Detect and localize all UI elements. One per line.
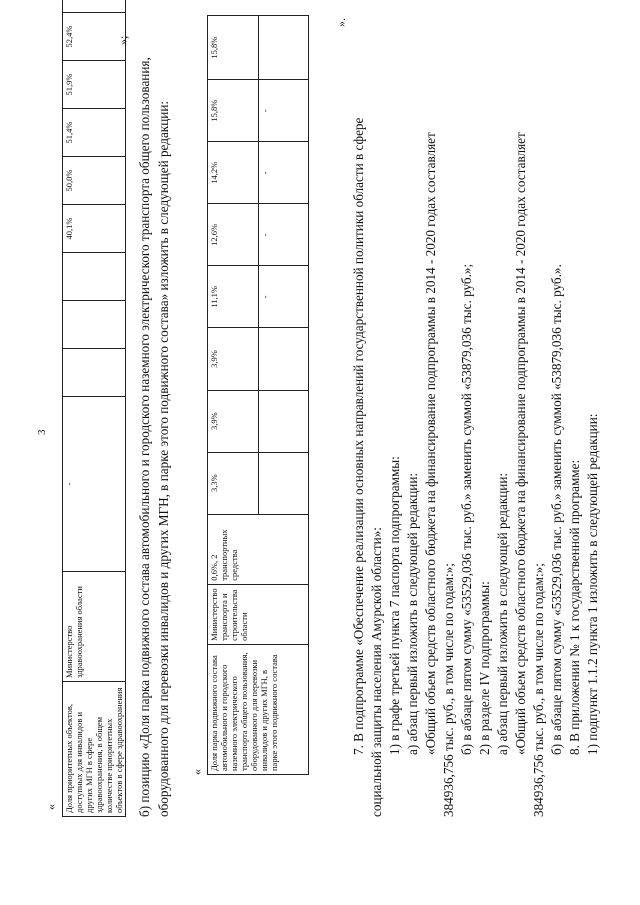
text-line: 384936,756 тыс. руб., в том числе по годам:»; — [441, 563, 456, 817]
table-cell: 14,2% — [208, 142, 259, 204]
text-line: 2) в разделе IV подпрограммы: — [477, 581, 492, 755]
paragraph-b: б) позицию «Доля парка подвижного состава автомобильного и городского наземного электрического транспорта общего пользования, оборудованного для перевозки инвалидов и других МГН, в парке этого подвижного состава» изложить в следующей редакции: — [137, 57, 171, 817]
table-cell — [63, 301, 126, 349]
text-line: «Общий объем средств областного бюджета на финансирование подпрограммы в 2014 - 2020 годах составляет — [423, 132, 438, 755]
table-cell: 50,0% — [63, 157, 126, 205]
page-number: 3 — [36, 429, 48, 435]
table-cell: - — [258, 204, 309, 266]
text-line: 1) в графе третьей пункта 7 паспорта подпрограммы: — [387, 456, 402, 755]
text-line: б) в абзаце пятом сумму «53529,036 тыс. руб.» заменить суммой «53879,036 тыс. руб.»; — [459, 263, 474, 755]
table-cell: 40,1% — [63, 205, 126, 253]
open-quote: « — [44, 804, 58, 810]
table-cell: - — [258, 266, 309, 328]
responsible-executor: Министерство здравоохранения области — [63, 572, 126, 682]
table-cell: - — [258, 142, 309, 204]
table-cell: 51,4% — [63, 109, 126, 157]
table-cell — [63, 0, 126, 13]
table-cell — [63, 253, 126, 301]
text-line: а) абзац первый изложить в следующей редакции: — [495, 472, 510, 755]
table-cell: - — [63, 397, 126, 572]
close-quote: ». — [334, 18, 348, 27]
table-cell: 3,3% — [208, 452, 259, 514]
table-row — [63, 0, 126, 817]
text-line: а) абзац первый изложить в следующей редакции: — [405, 472, 420, 755]
indicator-name: Доля приоритетных объектов, доступных для инвалидов и других МГН в сфере здравоохранения, в общем количестве приоритетных объектов в сфере здравоохранения — [63, 682, 126, 817]
table-cell — [258, 328, 309, 390]
table-cell: - — [258, 80, 309, 142]
table-cell — [258, 452, 309, 514]
text-line: б) в абзаце пятом сумму «53529,036 тыс. руб.» заменить суммой «53879,036 тыс. руб.». — [549, 264, 564, 755]
table-cell: 51,9% — [63, 61, 126, 109]
table-transport-fleet — [207, 15, 309, 775]
base-value: 0,6%, 2 транспортных средства — [208, 514, 309, 584]
close-quote: »; — [116, 35, 130, 45]
open-quote: « — [190, 769, 204, 775]
text-line: «Общий объем средств областного бюджета на финансирование подпрограммы в 2014 - 2020 годах составляет — [513, 132, 528, 755]
table-row — [208, 16, 259, 775]
table-cell: 3,9% — [208, 328, 259, 390]
table-cell: 52,4% — [63, 13, 126, 61]
text-line: 1) подпункт 1.1.2 пункта 1 изложить в следующей редакции: — [585, 413, 600, 755]
table-accessibility-health — [62, 0, 126, 817]
text-line: 8. В приложении № 1 к государственной программе: — [567, 459, 582, 755]
table-cell: 12,6% — [208, 204, 259, 266]
indicator-name: Доля парка подвижного состава автомобильного и городского наземного электрического транспорта общего пользования, оборудованного для перевозки инвалидов и других МГН, в парке этого подвижного состава — [208, 644, 309, 774]
text-line: социальной защиты населения Амурской области»: — [369, 527, 384, 817]
table-cell: 15,8% — [208, 16, 259, 80]
table-cell: 3,9% — [208, 390, 259, 452]
text-line: 384936,756 тыс. руб., в том числе по годам:»; — [531, 563, 546, 817]
table-cell — [258, 390, 309, 452]
responsible-executor: Министерство транспорта и строительства области — [208, 584, 309, 644]
text-line: 7. В подпрограмме «Обеспечение реализации основных направлений государственной политики области в сфере — [351, 117, 366, 755]
table-cell — [63, 349, 126, 397]
table-cell: 11,1% — [208, 266, 259, 328]
table-cell: 15,8% — [208, 80, 259, 142]
table-cell — [258, 16, 309, 80]
